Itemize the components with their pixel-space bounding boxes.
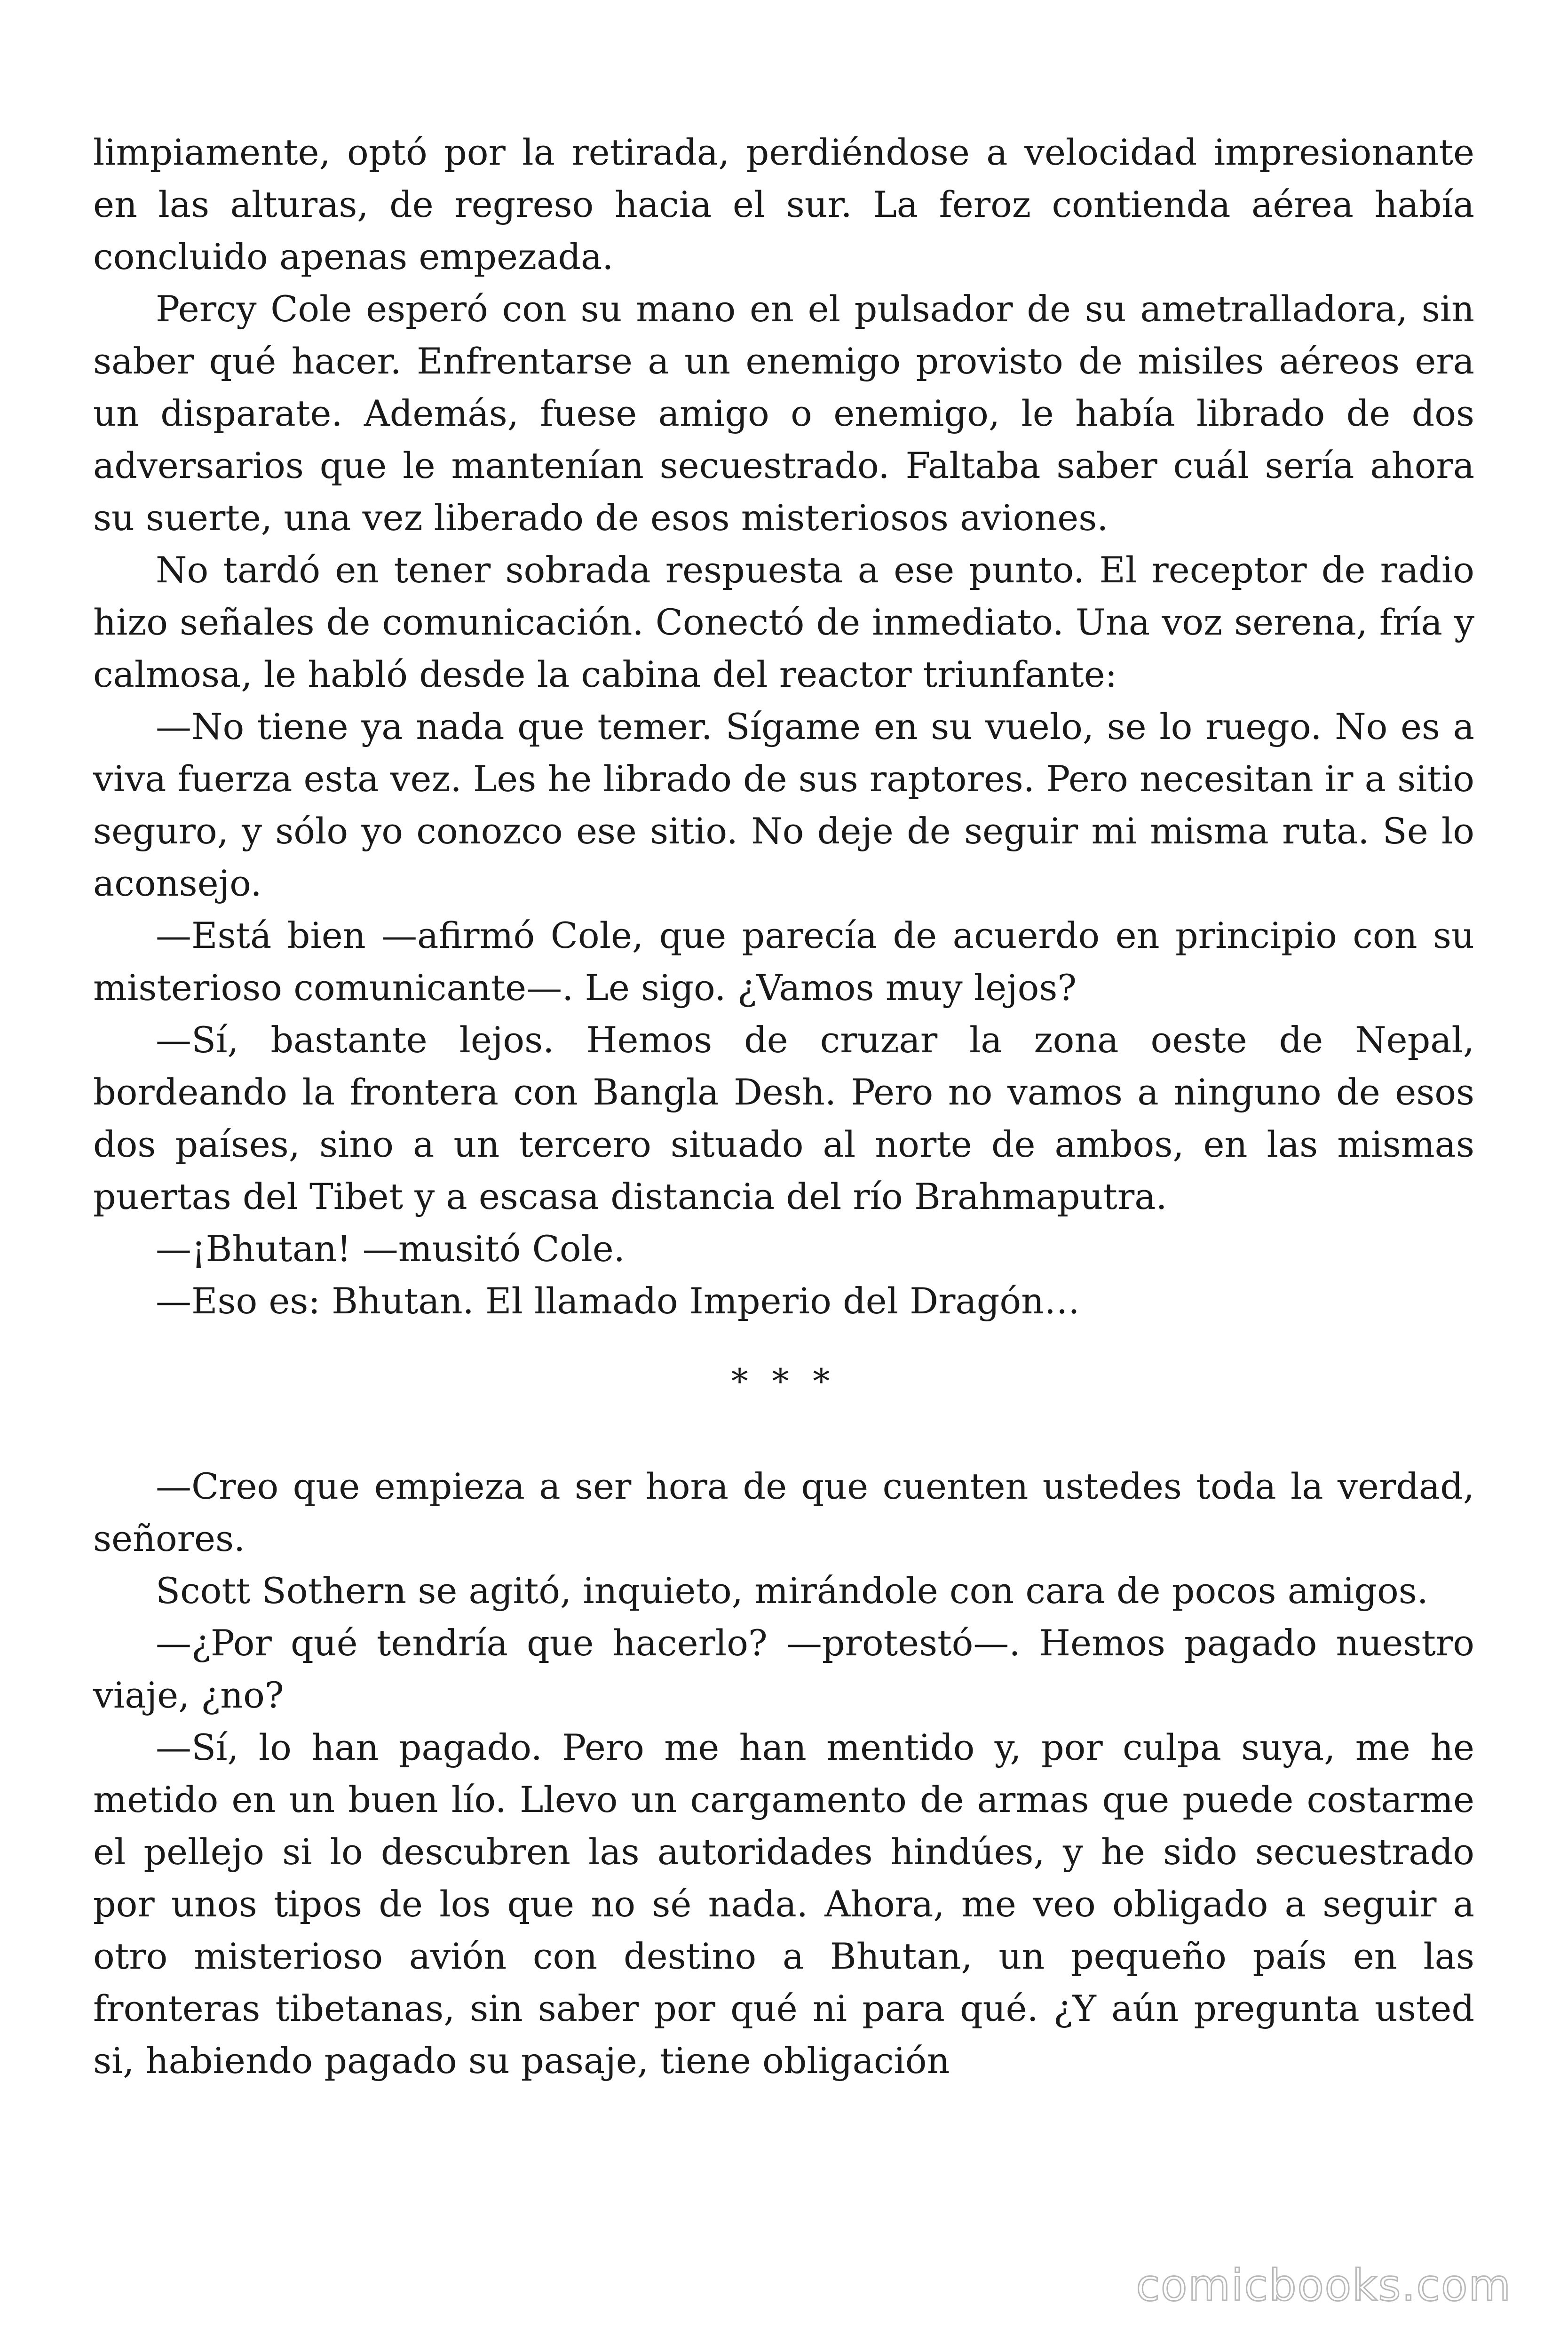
paragraph: —Sí, bastante lejos. Hemos de cruzar la zona oeste de Nepal, bordeando la frontera con Bangla Desh. Pero no vamos a ninguno de esos dos países, sino a un tercero situado al norte de ambos, en las mismas puertas del Tibet y a escasa distancia del río Brahmaputra. [93, 1019, 1474, 1217]
section-separator: * * * [731, 1361, 837, 1401]
paragraph: —¿Por qué tendría que hacerlo? —protestó—. Hemos pagado nuestro viaje, ¿no? [93, 1622, 1474, 1716]
paragraph: —¡Bhutan! —musitó Cole. [156, 1228, 625, 1270]
paragraph: —Eso es: Bhutan. El llamado Imperio del Dragón… [156, 1280, 1080, 1322]
watermark: comicbooks.com [1136, 2260, 1512, 2311]
paragraph: —Sí, lo han pagado. Pero me han mentido y, por culpa suya, me he metido en un buen lío. Llevo un cargamento de armas que puede costarme el pellejo si lo descubren las autoridades hindúes, y he sido secuestrado por unos tipos de los que no sé nada. Ahora, me veo obligado a seguir a otro misterioso avión con destino a Bhutan, un pequeño país en las fronteras tibetanas, sin saber por qué ni para qué. ¿Y aún pregunta usted si, habiendo pagado su pasaje, tiene obligación [93, 1726, 1474, 2082]
paragraph: limpiamente, optó por la retirada, perdiéndose a velocidad impresionante en las alturas, de regreso hacia el sur. La feroz contienda aérea había concluido apenas empezada. [93, 131, 1474, 278]
paragraph: Percy Cole esperó con su mano en el pulsador de su ametralladora, sin saber qué hacer. Enfrentarse a un enemigo provisto de misiles aéreos era un disparate. Además, fuese amigo o enemigo, le había librado de dos adversarios que le mantenían secuestrado. Faltaba saber cuál sería ahora su suerte, una vez liberado de esos misteriosos aviones. [93, 288, 1474, 539]
paragraph: Scott Sothern se agitó, inquieto, mirándole con cara de pocos amigos. [156, 1570, 1428, 1612]
paragraph: —No tiene ya nada que temer. Sígame en su vuelo, se lo ruego. No es a viva fuerza esta vez. Les he librado de sus raptores. Pero necesitan ir a sitio seguro, y sólo yo conozco ese sitio. No deje de seguir mi misma ruta. Se lo aconsejo. [93, 706, 1474, 904]
paragraph: —Creo que empieza a ser hora de que cuenten ustedes toda la verdad, señores. [93, 1465, 1474, 1559]
paragraph: —Está bien —afirmó Cole, que parecía de acuerdo en principio con su misterioso comunicante—. Le sigo. ¿Vamos muy lejos? [93, 914, 1474, 1009]
paragraph: No tardó en tener sobrada respuesta a ese punto. El receptor de radio hizo señales de comunicación. Conectó de inmediato. Una voz serena, fría y calmosa, le habló desde la cabina del reactor triunfante: [93, 549, 1474, 695]
page-body [93, 126, 1474, 2087]
